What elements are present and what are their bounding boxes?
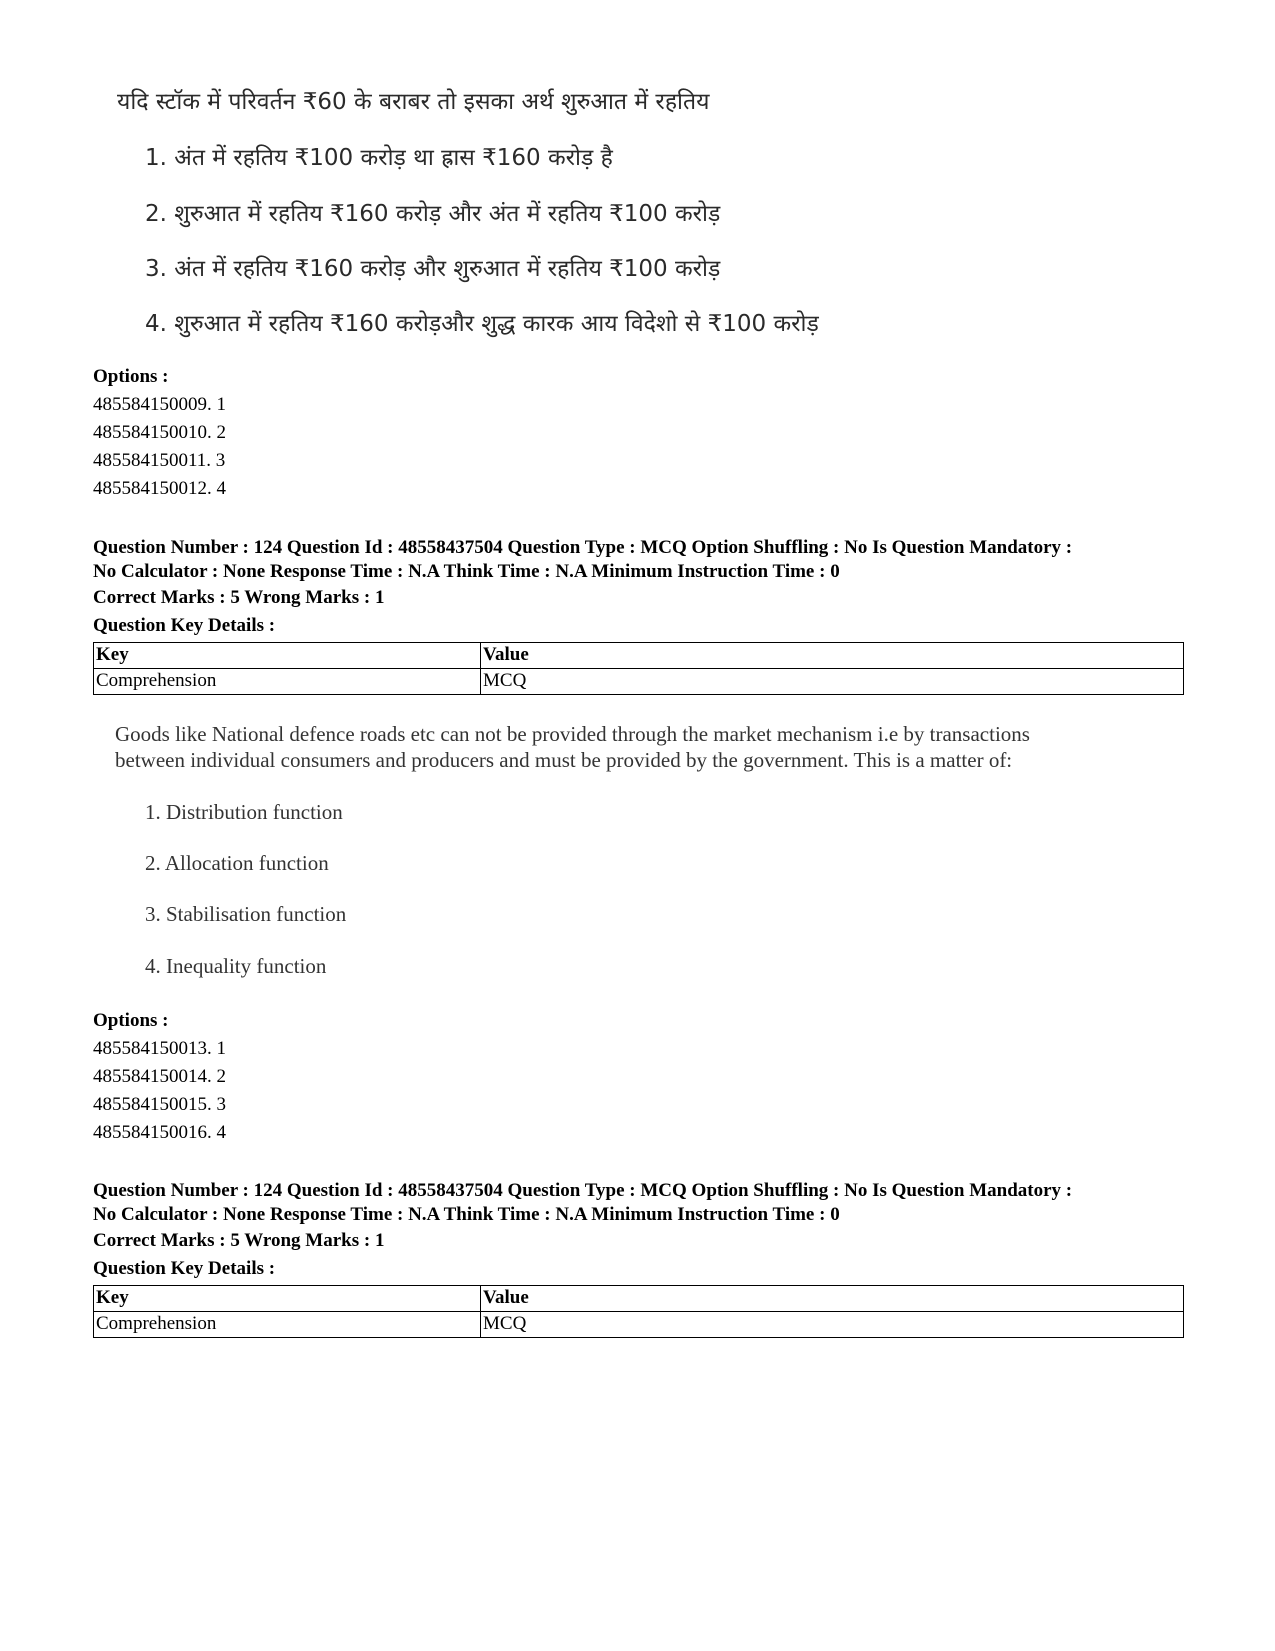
choice-2: 2. शुरुआत में रहतिय ₹160 करोड़ और अंत में रहतिय ₹100 करोड़: [145, 201, 721, 227]
option-item: 485584150014. 2: [93, 1066, 226, 1087]
choice-4: 4. शुरुआत में रहतिय ₹160 करोड़और शुद्ध कारक आय विदेशो से ₹100 करोड़: [145, 311, 819, 337]
table-header-value: Value: [481, 1286, 1184, 1312]
option-item: 485584150012. 4: [93, 478, 226, 499]
question-meta: [93, 1179, 1183, 1338]
table-cell-key: Comprehension: [94, 1312, 481, 1338]
table-header-key: Key: [94, 643, 481, 669]
table-cell-value: MCQ: [481, 1312, 1184, 1338]
key-details-title: Question Key Details :: [93, 1258, 276, 1279]
option-item: 485584150009. 1: [93, 394, 226, 415]
options-block: [93, 363, 1183, 503]
choice-3: 3. अंत में रहतिय ₹160 करोड़ और शुरुआत में रहतिय ₹100 करोड़: [145, 256, 721, 282]
options-title: Options :: [93, 1010, 169, 1031]
meta-line-1: Question Number : 124 Question Id : 48558437504 Question Type : MCQ Option Shuffling : No Is Question Mandatory :: [93, 1180, 1073, 1201]
choice-1: 1. Distribution function: [145, 800, 343, 824]
table-header-value: Value: [481, 643, 1184, 669]
meta-line-1: Question Number : 124 Question Id : 48558437504 Question Type : MCQ Option Shuffling : No Is Question Mandatory :: [93, 537, 1073, 558]
choice-3: 3. Stabilisation function: [145, 902, 347, 926]
marks-line: Correct Marks : 5 Wrong Marks : 1: [93, 1230, 385, 1251]
question-stem: यदि स्टॉक में परिवर्तन ₹60 के बराबर तो इसका अर्थ शुरुआत में रहतिय: [117, 89, 710, 115]
choice-2: 2. Allocation function: [145, 851, 329, 875]
choice-1: 1. अंत में रहतिय ₹100 करोड़ था ह्रास ₹160 करोड़ है: [145, 145, 613, 171]
table-row: [94, 669, 1184, 695]
table-cell-key: Comprehension: [94, 669, 481, 695]
meta-line-2: No Calculator : None Response Time : N.A Think Time : N.A Minimum Instruction Time : 0: [93, 1204, 840, 1225]
table-header-row: [94, 1286, 1184, 1312]
table-header-key: Key: [94, 1286, 481, 1312]
option-item: 485584150011. 3: [93, 450, 226, 471]
option-item: 485584150013. 1: [93, 1038, 226, 1059]
options-title: Options :: [93, 366, 169, 387]
question-stem-line-2: between individual consumers and producers and must be provided by the government. This is a matter of:: [115, 748, 1013, 772]
option-item: 485584150010. 2: [93, 422, 226, 443]
options-block: [93, 1007, 1183, 1147]
key-details-title: Question Key Details :: [93, 615, 276, 636]
table-cell-value: MCQ: [481, 669, 1184, 695]
question-meta: [93, 536, 1183, 695]
table-header-row: [94, 643, 1184, 669]
key-value-table: [93, 1285, 1184, 1338]
choice-4: 4. Inequality function: [145, 954, 327, 978]
marks-line: Correct Marks : 5 Wrong Marks : 1: [93, 587, 385, 608]
option-item: 485584150016. 4: [93, 1122, 226, 1143]
question-stem-line-1: Goods like National defence roads etc can not be provided through the market mechanism i.e by transactions: [115, 722, 1030, 746]
option-item: 485584150015. 3: [93, 1094, 226, 1115]
key-value-table: [93, 642, 1184, 695]
meta-line-2: No Calculator : None Response Time : N.A Think Time : N.A Minimum Instruction Time : 0: [93, 561, 840, 582]
table-row: [94, 1312, 1184, 1338]
